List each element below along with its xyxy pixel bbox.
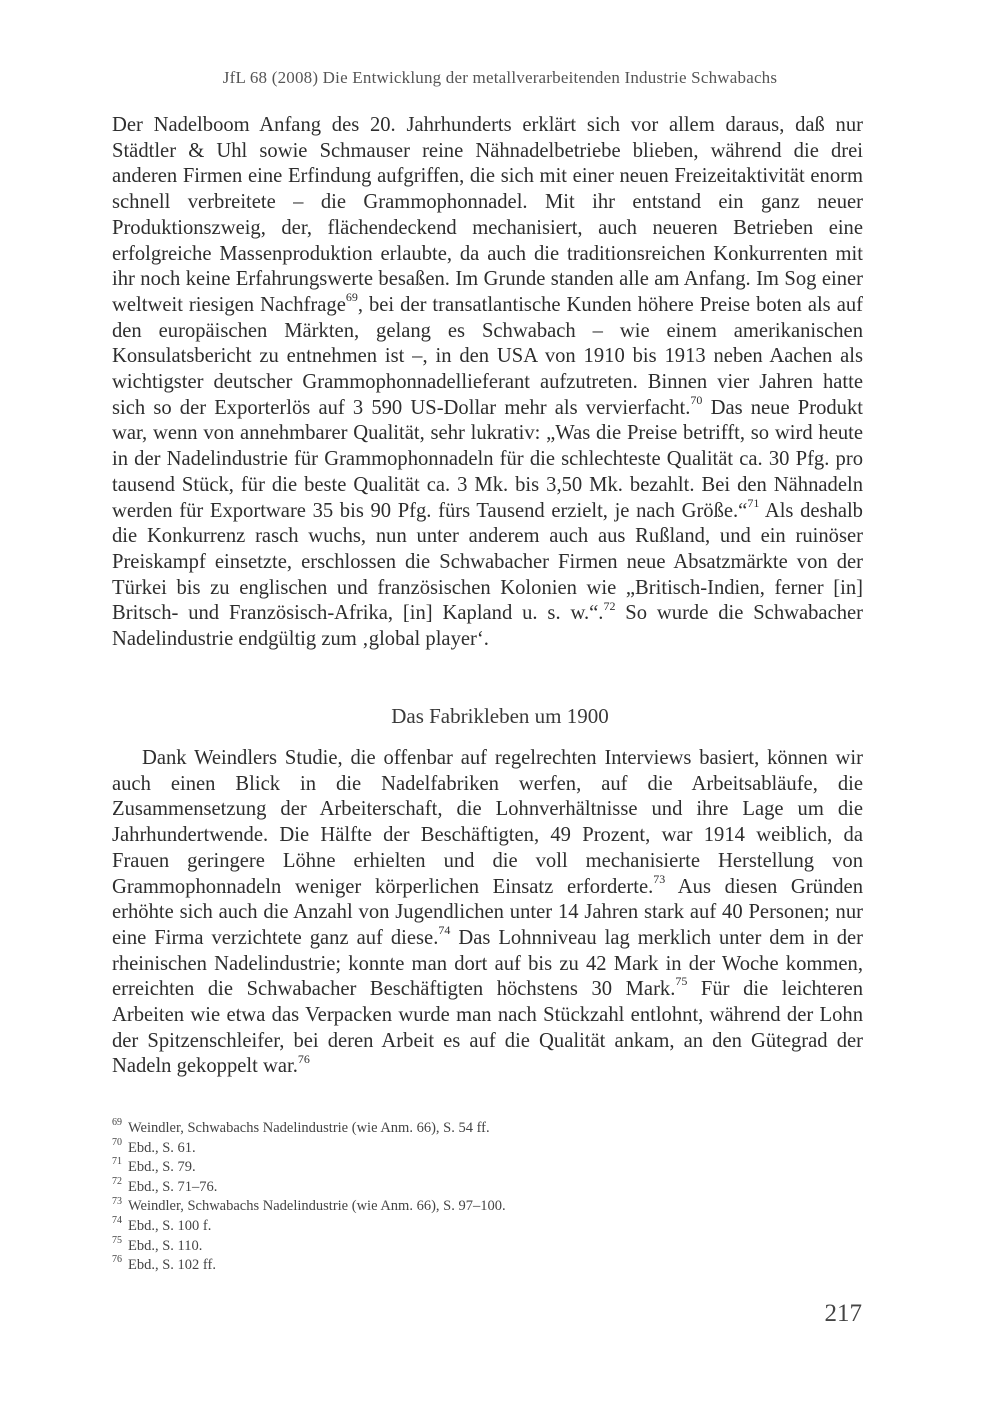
paragraph-nadelboom [112, 113, 863, 653]
sentence: So wurde die Schwabacher Nadelindustrie endgültig zum ‚global player‘. [112, 602, 864, 651]
footnote-number: 74 [112, 1215, 122, 1227]
footnote-text: Ebd., S. 102 ff. [128, 1257, 216, 1274]
footnote-number: 70 [112, 1136, 122, 1148]
sentence: Für die leichteren Arbeiten wie etwa das Verpacken wurde man nach Stückzahl entlohnt, während der Lohn der Spitzenschleifer, bei deren Arbeit es auf die Qualität ankam, an den Gütegrad der Nadeln gekoppelt war. [112, 978, 863, 1078]
footnote-ref: 70 [690, 392, 703, 407]
body-text-section-2 [112, 746, 863, 1080]
footnote-ref: 69 [345, 290, 358, 305]
sentence: Dank Weindlers Studie, die offenbar auf regelrechten Interviews basiert, können wir auch einen Blick in die Nadelfabriken werfen, auf die Arbeitsabläufe, die Zusammensetzung der Arbeiterschaft, die Lohnverhältnisse und ihre Lage um die Jahrhundertwende. Die Hälfte der Beschäftigten, 49 Prozent, war 1914 weiblich, da Frauen geringere Löhne erhielten und die voll mechanisierte Herstellung von Grammophonnadeln weniger körperlichen Einsatz erforderte. [112, 747, 863, 898]
footnote-text: Ebd., S. 61. [128, 1139, 196, 1156]
footnote [112, 1234, 863, 1257]
footnotes-list [112, 1119, 863, 1276]
footnote-ref: 72 [603, 598, 616, 613]
footnote-number: 73 [112, 1195, 122, 1207]
footnote-text: Ebd., S. 110. [128, 1237, 203, 1254]
footnote-ref: 73 [653, 871, 666, 886]
sentence: Aus diesen Gründen erhöhte sich auch die Anzahl von Jugendlichen unter 14 Jahren stark auf 40 Personen; nur eine Firma verzichtete ganz auf diese. [112, 875, 863, 949]
footnote [112, 1119, 863, 1139]
sentence: , bei der transatlantische Kunden höhere Preise boten als auf den europäischen Märkten, gelang es Schwabach – wie einem amerikanischen Konsulatsbericht zu entnehmen ist –, in den USA von 1910 bis 1913 neben Aachen als wichtigster deutscher Grammophonnadellieferant aufzutreten. Binnen vier Jahren hatte sich so der Exporterlös auf 3 590 US-Dollar mehr als vervierfacht. [112, 293, 863, 419]
footnote-number: 75 [112, 1234, 122, 1246]
sentence: Das neue Produkt war, wenn von annehmbarer Qualität, sehr lukrativ: „Was die Preise betrifft, so wird heute in der Nadelindustrie für Grammophonnadeln für die schlechteste Qualität ca. 30 Pfg. pro tausend Stück, für die beste Qualität ca. 3 Mk. bis 3,50 Mk. bezahlt. Bei den Nähnadeln werden für Exportware 35 bis 90 Pfg. fürs Tausend erzielt, je nach Größe.“ [112, 396, 863, 522]
footnote [112, 1175, 863, 1198]
footnote-text: Weindler, Schwabachs Nadelindustrie (wie Anm. 66), S. 54 ff. [128, 1120, 490, 1136]
footnote-ref: 75 [675, 974, 688, 989]
paragraph-fabrikleben [112, 746, 863, 1080]
footnote [112, 1197, 863, 1217]
footnote [112, 1136, 863, 1159]
footnote [112, 1217, 863, 1237]
footnote-text: Ebd., S. 79. [128, 1159, 196, 1176]
footnote [112, 1256, 863, 1276]
sentence: Der Nadelboom Anfang des 20. Jahrhunderts erklärt sich vor allem daraus, daß nur Städtler & Uhl sowie Schmauser reine Nähnadelbetriebe blieben, während die drei anderen Firmen eine Erfindung aufgriffen, die sich mit einer neuen Freizeitaktivität enorm schnell verbreitete – die Grammophonnadel. Mit ihr entstand ein ganz neuer Produktionszweig, der, flächendeckend mechanisiert, auch neueren Betrieben eine erfolgreiche Massenproduktion erlaubte, da auch die traditionsreichen Konkurrenten mit ihr noch keine Erfahrungswerte besaßen. Im Grunde standen alle am Anfang. Im Sog einer weltweit riesigen Nachfrage [112, 114, 863, 316]
section-heading: Das Fabrikleben um 1900 [391, 704, 609, 728]
footnote-ref: 74 [438, 923, 451, 938]
sentence: Das Lohnniveau lag merklich unter dem in der rheinischen Nadelindustrie; konnte man dort auf bis zu 42 Mark in der Woche kommen, erreichten die Schwabacher Beschäftigten höchstens 30 Mark. [112, 926, 864, 1001]
running-header: JfL 68 (2008) Die Entwicklung der metallverarbeitenden Industrie Schwabachs [222, 68, 778, 87]
footnote-text: Ebd., S. 100 f. [128, 1217, 212, 1234]
sentence: Als deshalb die Konkurrenz rasch wuchs, nun unter anderem auch aus Rußland, und ein ruinöser Preiskampf einsetzte, erschlossen die Schwabacher Firmen neue Absatzmärkte von der Türkei bis zu englischen und französischen Kolonien wie „Britisch-Indien, ferner [in] Britsch- und Französisch-Afrika, [in] Kapland u. s. w.“. [112, 499, 863, 625]
body-text-section-1 [112, 113, 863, 653]
footnote-ref: 76 [297, 1051, 310, 1066]
footnote-number: 76 [112, 1254, 122, 1266]
footnote-number: 71 [112, 1156, 122, 1168]
page-number: 217 [824, 1300, 862, 1327]
footnote-text: Ebd., S. 71–76. [128, 1178, 218, 1195]
footnote-text: Weindler, Schwabachs Nadelindustrie (wie Anm. 66), S. 97–100. [128, 1198, 506, 1215]
footnote-ref: 71 [747, 495, 760, 510]
footnote-number: 72 [112, 1175, 122, 1187]
footnote [112, 1158, 863, 1178]
footnote-number: 69 [112, 1117, 122, 1129]
